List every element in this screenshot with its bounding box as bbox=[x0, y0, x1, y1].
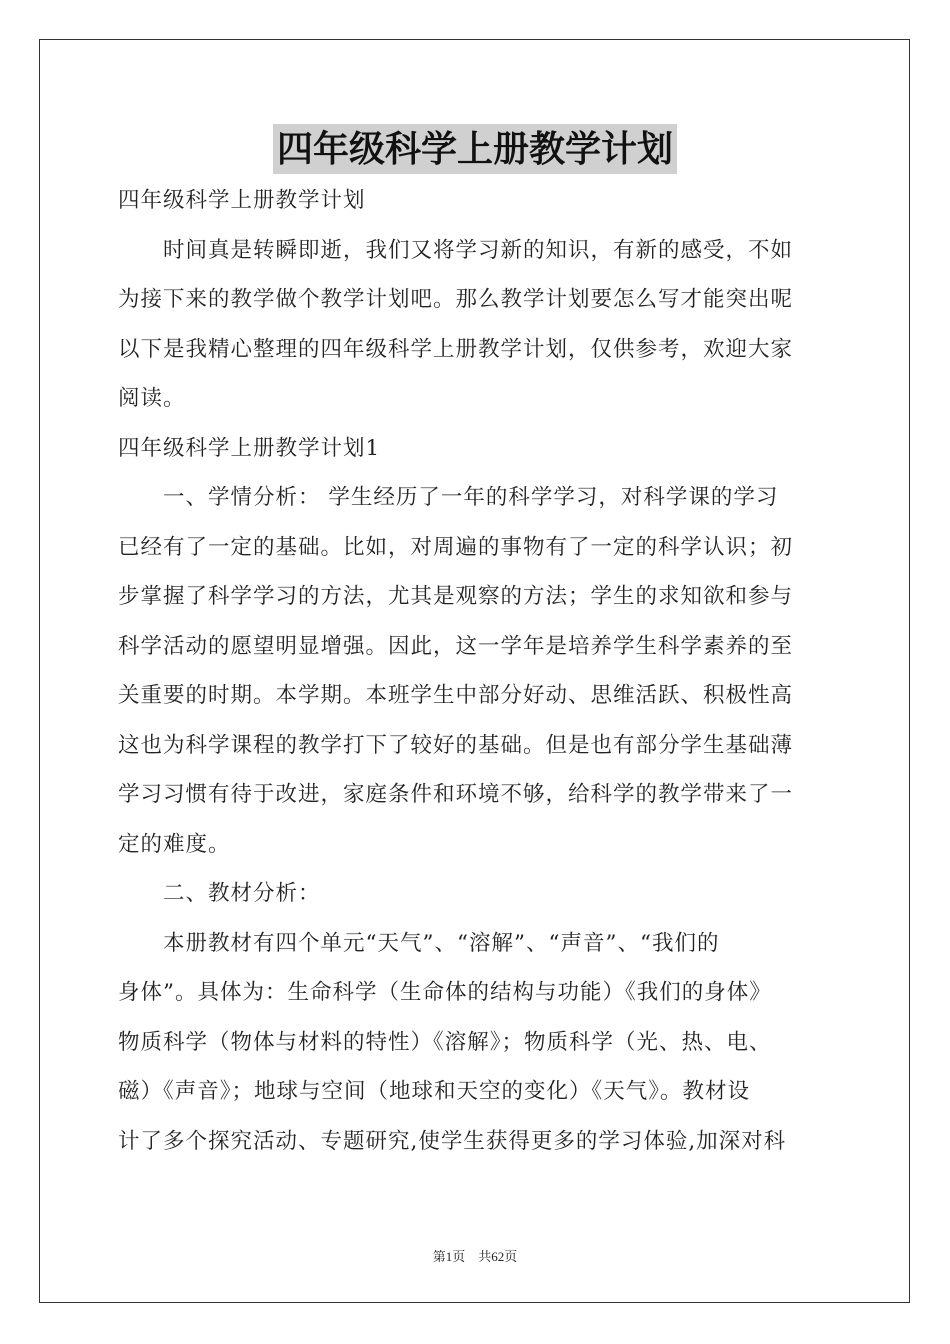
document-title: 四年级科学上册教学计划 bbox=[273, 124, 677, 174]
text-line: 计了多个探究活动、专题研究,使学生获得更多的学习体验,加深对科 bbox=[118, 1128, 787, 1154]
text-line: 身体”。具体为：生命科学（生命体的结构与功能）《我们的身体》 bbox=[118, 980, 772, 1005]
text-line: 为接下来的教学做个教学计划吧。那么教学计划要怎么写才能突出呢 bbox=[118, 287, 794, 312]
text-line: 关重要的时期。本学期。本班学生中部分好动、思维活跃、积极性高 bbox=[118, 683, 794, 708]
page-number: 第1页 共62页 bbox=[432, 1249, 518, 1264]
text-line: 定的难度。 bbox=[118, 831, 231, 857]
text-line: 这也为科学课程的教学打下了较好的基础。但是也有部分学生基础薄 bbox=[118, 732, 794, 758]
document-body bbox=[118, 176, 834, 1166]
text-line: 阅读。 bbox=[118, 386, 186, 411]
text-line: 二、教材分析： bbox=[118, 881, 321, 906]
text-line: 步掌握了科学学习的方法，尤其是观察的方法；学生的求知欲和参与 bbox=[118, 584, 794, 609]
text-line: 已经有了一定的基础。比如，对周遍的事物有了一定的科学认识；初 bbox=[118, 534, 794, 560]
text-line: 四年级科学上册教学计划 bbox=[118, 188, 366, 213]
text-line: 科学活动的愿望明显增强。因此，这一学年是培养学生科学素养的至 bbox=[118, 633, 794, 659]
text-line: 学习习惯有待于改进，家庭条件和环境不够，给科学的教学带来了一 bbox=[118, 782, 794, 807]
text-line: 本册教材有四个单元“天气”、“溶解”、“声音”、“我们的 bbox=[118, 930, 720, 956]
title-area bbox=[0, 124, 950, 174]
text-line: 物质科学（物体与材料的特性）《溶解》；物质科学（光、热、电、 bbox=[118, 1029, 772, 1055]
text-line: 四年级科学上册教学计划1 bbox=[118, 435, 381, 461]
text-line: 一、学情分析： 学生经历了一年的科学学习，对科学课的学习 bbox=[118, 485, 779, 510]
text-line: 磁）《声音》；地球与空间（地球和天空的变化）《天气》。教材设 bbox=[118, 1079, 751, 1104]
text-line: 时间真是转瞬即逝，我们又将学习新的知识，有新的感受，不如 bbox=[118, 237, 794, 263]
page-footer bbox=[0, 1246, 950, 1265]
text-line: 以下是我精心整理的四年级科学上册教学计划，仅供参考，欢迎大家 bbox=[118, 336, 794, 362]
